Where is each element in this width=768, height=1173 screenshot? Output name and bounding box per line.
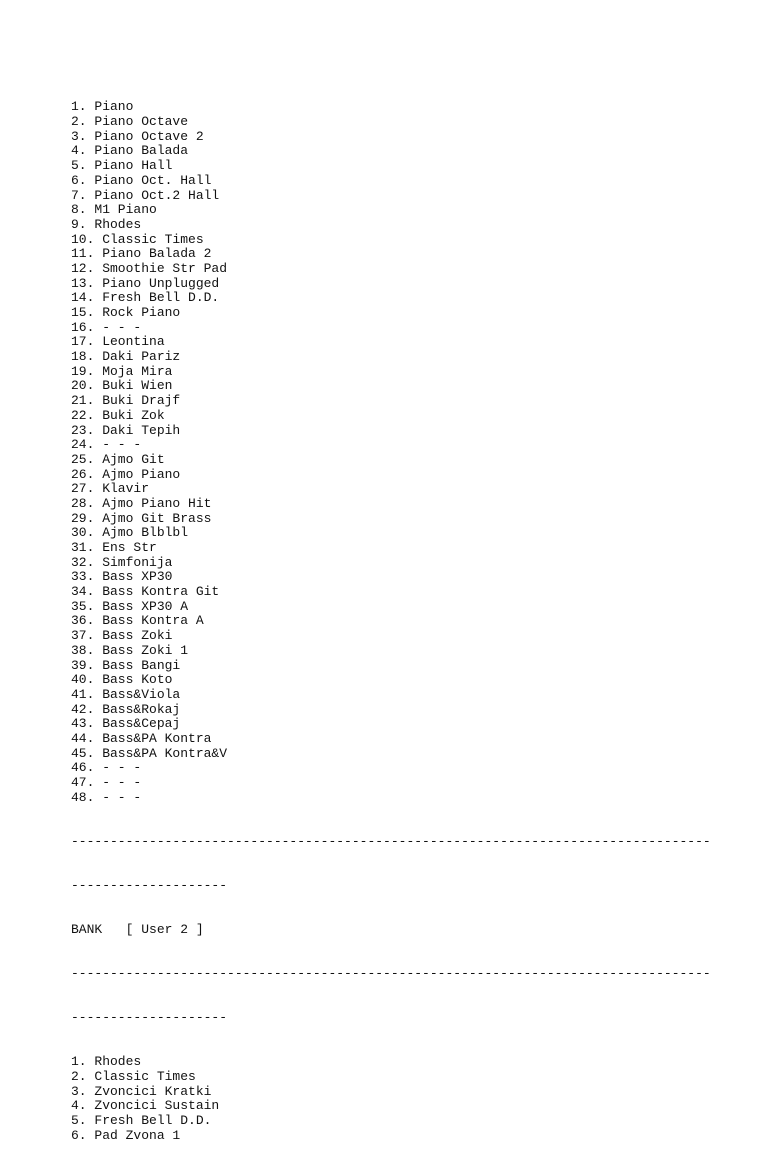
program-list-item: 9. Rhodes — [71, 216, 142, 232]
program-list-item: 22. Buki Zok — [71, 407, 165, 423]
program-list-item: 43. Bass&Cepaj — [71, 716, 181, 732]
program-list-item: 48. - - - — [71, 789, 142, 805]
program-list-item: 6. Pad Zvona 1 — [71, 1127, 181, 1143]
program-list-item: 3. Zvoncici Kratki — [71, 1083, 212, 1099]
program-list-item: 17. Leontina — [71, 334, 165, 350]
document-text — [71, 71, 711, 1173]
program-list-item: 1. Piano — [71, 99, 134, 115]
program-list-item: 36. Bass Kontra A — [71, 613, 204, 629]
program-list-item: 4. Piano Balada — [71, 143, 189, 159]
program-list-item: 32. Simfonija — [71, 554, 173, 570]
program-list-item: 15. Rock Piano — [71, 305, 181, 321]
program-list-item: 27. Klavir — [71, 481, 150, 497]
program-list-item: 35. Bass XP30 A — [71, 598, 189, 614]
program-list-item: 4. Zvoncici Sustain — [71, 1098, 220, 1114]
program-list-item: 28. Ajmo Piano Hit — [71, 495, 212, 511]
program-list-item: 25. Ajmo Git — [71, 451, 165, 467]
program-list-item: 41. Bass&Viola — [71, 686, 181, 702]
program-list-item: 16. - - - — [71, 319, 142, 335]
program-list-item: 40. Bass Koto — [71, 672, 173, 688]
program-list-item: 46. - - - — [71, 760, 142, 776]
program-list-item: 31. Ens Str — [71, 540, 157, 556]
bank-1-program-list — [71, 100, 711, 805]
program-list-item: 39. Bass Bangi — [71, 657, 181, 673]
separator-line-continuation: -------------------- — [71, 1010, 228, 1026]
separator-line: ---------------------------------------------------------------------------------- — [71, 966, 711, 982]
program-list-item: 1. Rhodes — [71, 1054, 142, 1070]
program-list-item: 33. Bass XP30 — [71, 569, 173, 585]
program-list-item: 42. Bass&Rokaj — [71, 701, 181, 717]
program-list-item: 47. - - - — [71, 775, 142, 791]
program-list-item: 44. Bass&PA Kontra — [71, 730, 212, 746]
program-list-item: 20. Buki Wien — [71, 378, 173, 394]
program-list-item: 23. Daki Tepih — [71, 422, 181, 438]
program-list-item: 45. Bass&PA Kontra&V — [71, 745, 228, 761]
program-list-item: 24. - - - — [71, 437, 142, 453]
program-list-item: 37. Bass Zoki — [71, 628, 173, 644]
program-list-item: 34. Bass Kontra Git — [71, 584, 220, 600]
program-list-item: 14. Fresh Bell D.D. — [71, 290, 220, 306]
program-list-item: 2. Classic Times — [71, 1068, 196, 1084]
program-list-item: 13. Piano Unplugged — [71, 275, 220, 291]
program-list-item: 8. M1 Piano — [71, 202, 157, 218]
program-list-item: 7. Piano Oct.2 Hall — [71, 187, 220, 203]
program-list-item: 18. Daki Pariz — [71, 349, 181, 365]
program-list-item: 21. Buki Drajf — [71, 393, 181, 409]
program-list-item: 12. Smoothie Str Pad — [71, 260, 228, 276]
program-list-item: 10. Classic Times — [71, 231, 204, 247]
separator-line-continuation: -------------------- — [71, 877, 228, 893]
program-list-item: 5. Piano Hall — [71, 158, 173, 174]
bank-header: BANK [ User 2 ] — [71, 922, 204, 937]
program-list-item: 2. Piano Octave — [71, 114, 189, 130]
bank-2-program-list — [71, 1055, 711, 1143]
program-list-item: 26. Ajmo Piano — [71, 466, 181, 482]
program-list-item: 29. Ajmo Git Brass — [71, 510, 212, 526]
separator-line: ---------------------------------------------------------------------------------- — [71, 833, 711, 849]
program-list-item: 30. Ajmo Blblbl — [71, 525, 189, 541]
program-list-item: 19. Moja Mira — [71, 363, 173, 379]
program-list-item: 3. Piano Octave 2 — [71, 128, 204, 144]
program-list-item: 6. Piano Oct. Hall — [71, 172, 212, 188]
program-list-item: 11. Piano Balada 2 — [71, 246, 212, 262]
program-list-item: 38. Bass Zoki 1 — [71, 642, 189, 658]
program-list-item: 5. Fresh Bell D.D. — [71, 1113, 212, 1129]
